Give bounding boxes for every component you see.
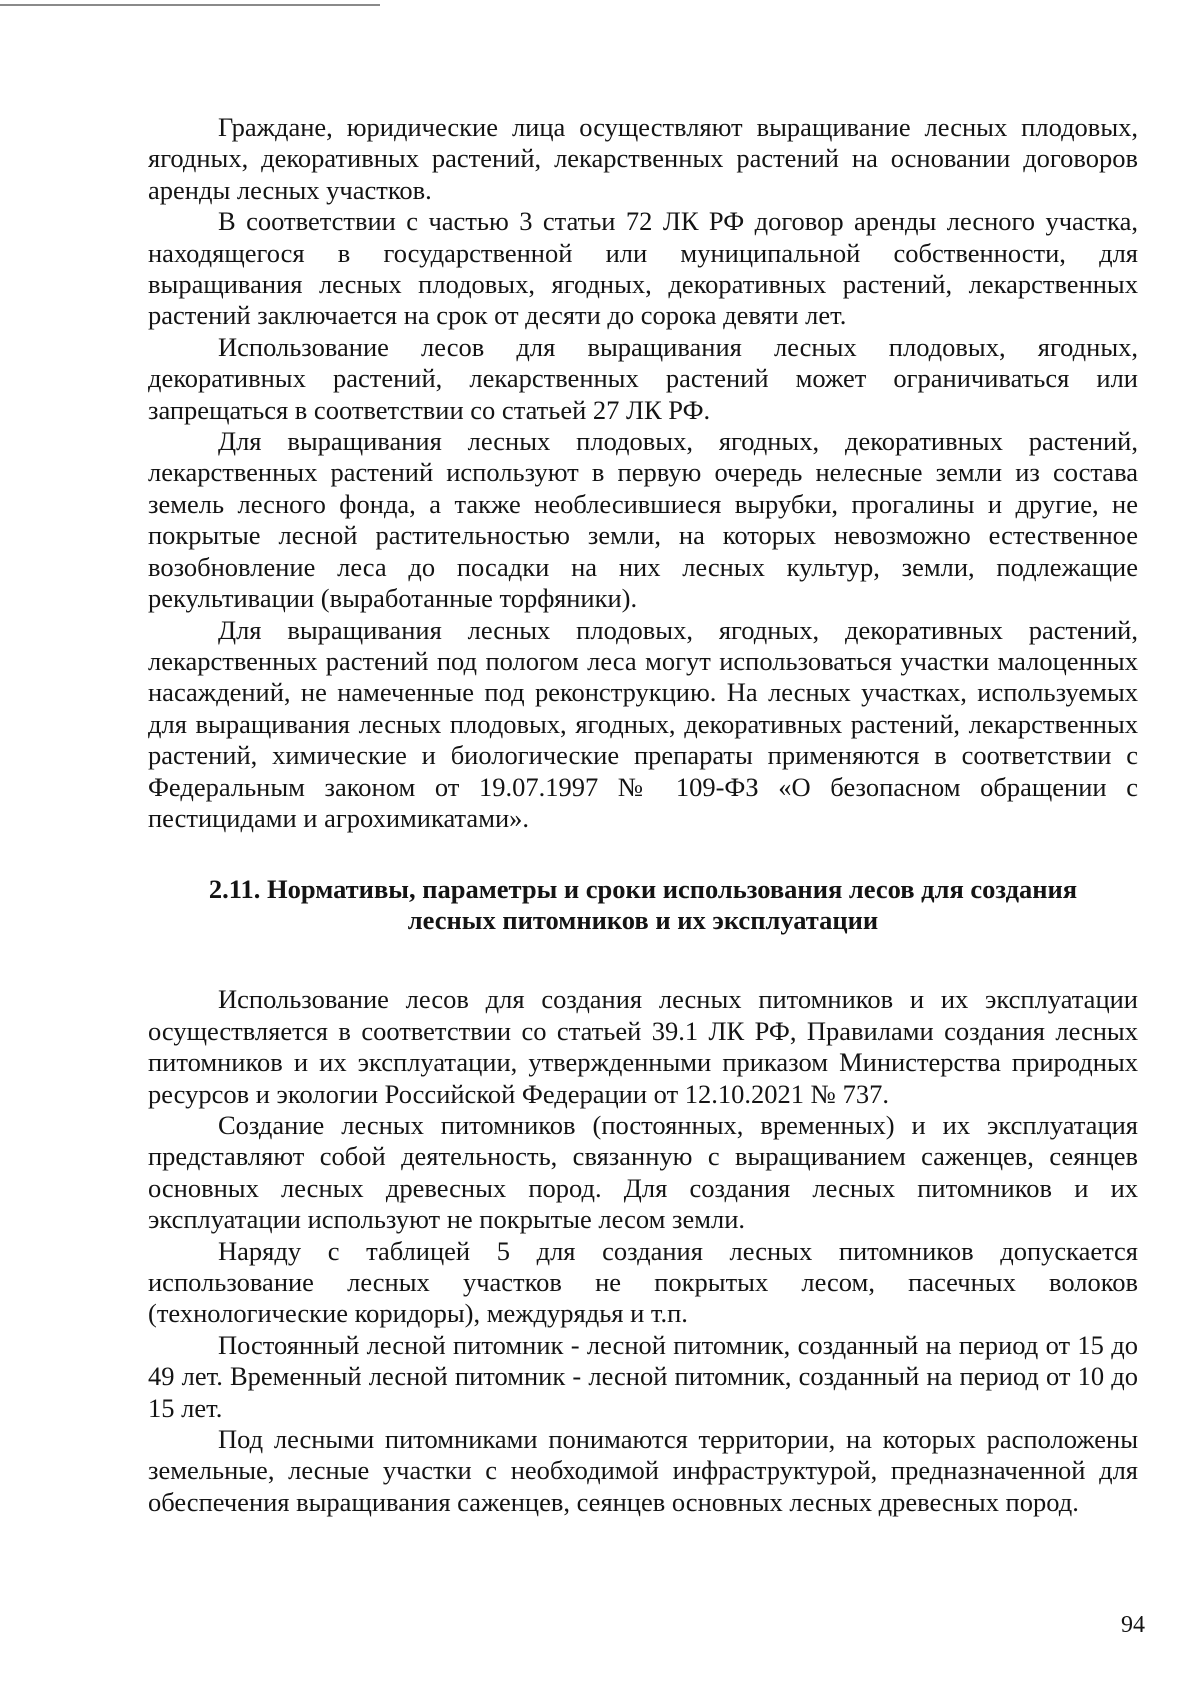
- paragraph-nursery-activity: Создание лесных питомников (постоянных, временных) и их эксплуатация представляют собой деятельность, связанную с выращиванием саженцев, сеянцев основных лесных древесных пород. Для создания лесных питомников и их эксплуатации используют не покрытые лесом земли.: [148, 1109, 1138, 1235]
- paragraph-nursery-definition: Под лесными питомниками понимаются территории, на которых расположены земельные, лесные участки с необходимой инфраструктурой, предназначенной для обеспечения выращивания саженцев, сеянцев основных лесных древесных пород.: [148, 1424, 1138, 1517]
- paragraph-nursery-allowed-land: Наряду с таблицей 5 для создания лесных питомников допускается использование лесных участков не покрытых лесом, пасечных волоков (технологические коридоры), междурядья и т.п.: [148, 1235, 1138, 1329]
- section-heading: [148, 874, 1138, 936]
- section-body: [148, 984, 1138, 1518]
- top-scan-rule: [0, 4, 380, 6]
- paragraph-land-use: Для выращивания лесных плодовых, ягодных, декоративных растений, лекарственных растений используют в первую очередь нелесные земли из состава земель лесного фонда, а также необлесившиеся вырубки, прогалины и другие, не покрытые лесной растительностью земли, на которых невозможно естественное возобновление леса до посадки на них лесных культур, земли, подлежащие рекультивации (выработанные торфяники).: [148, 426, 1138, 614]
- paragraph-canopy-use: Для выращивания лесных плодовых, ягодных, декоративных растений, лекарственных растений под пологом леса могут использоваться участки малоценных насаждений, не намеченные под реконструкцию. На лесных участках, используемых для выращивания лесных плодовых, ягодных, декоративных растений, лекарственных растений, химические и биологические препараты применяются в соответствии с Федеральным законом от 19.07.1997 № 109-ФЗ «О безопасном обращении с пестицидами и агрохимикатами».: [148, 614, 1138, 833]
- paragraph-lease-basis: Граждане, юридические лица осуществляют выращивание лесных плодовых, ягодных, декоративных растений, лекарственных растений на основании договоров аренды лесных участков.: [148, 112, 1138, 205]
- section-heading-line2: лесных питомников и их эксплуатации: [407, 905, 879, 936]
- paragraph-lease-term: В соответствии с частью 3 статьи 72 ЛК РФ договор аренды лесного участка, находящегося в государственной или муниципальной собственности, для выращивания лесных плодовых, ягодных, декоративных растений, лекарственных растений заключается на срок от десяти до сорока девяти лет.: [148, 206, 1138, 331]
- paragraph-nursery-legal-basis: Использование лесов для создания лесных питомников и их эксплуатации осуществляется в соответствии со статьей 39.1 ЛК РФ, Правилами создания лесных питомников и их эксплуатации, утвержденными приказом Министерства природных ресурсов и экологии Российской Федерации от 12.10.2021 № 737.: [148, 984, 1138, 1109]
- paragraph-restrictions: Использование лесов для выращивания лесных плодовых, ягодных, декоративных растений, лекарственных растений может ограничиваться или запрещаться в соответствии со статьей 27 ЛК РФ.: [148, 331, 1138, 425]
- paragraph-nursery-types: Постоянный лесной питомник - лесной питомник, созданный на период от 15 до 49 лет. Временный лесной питомник - лесной питомник, созданный на период от 10 до 15 лет.: [148, 1329, 1138, 1423]
- section-heading-line1: 2.11. Нормативы, параметры и сроки использования лесов для создания: [208, 874, 1078, 905]
- document-page: [148, 112, 1138, 1518]
- page-number: 94: [1121, 1612, 1145, 1638]
